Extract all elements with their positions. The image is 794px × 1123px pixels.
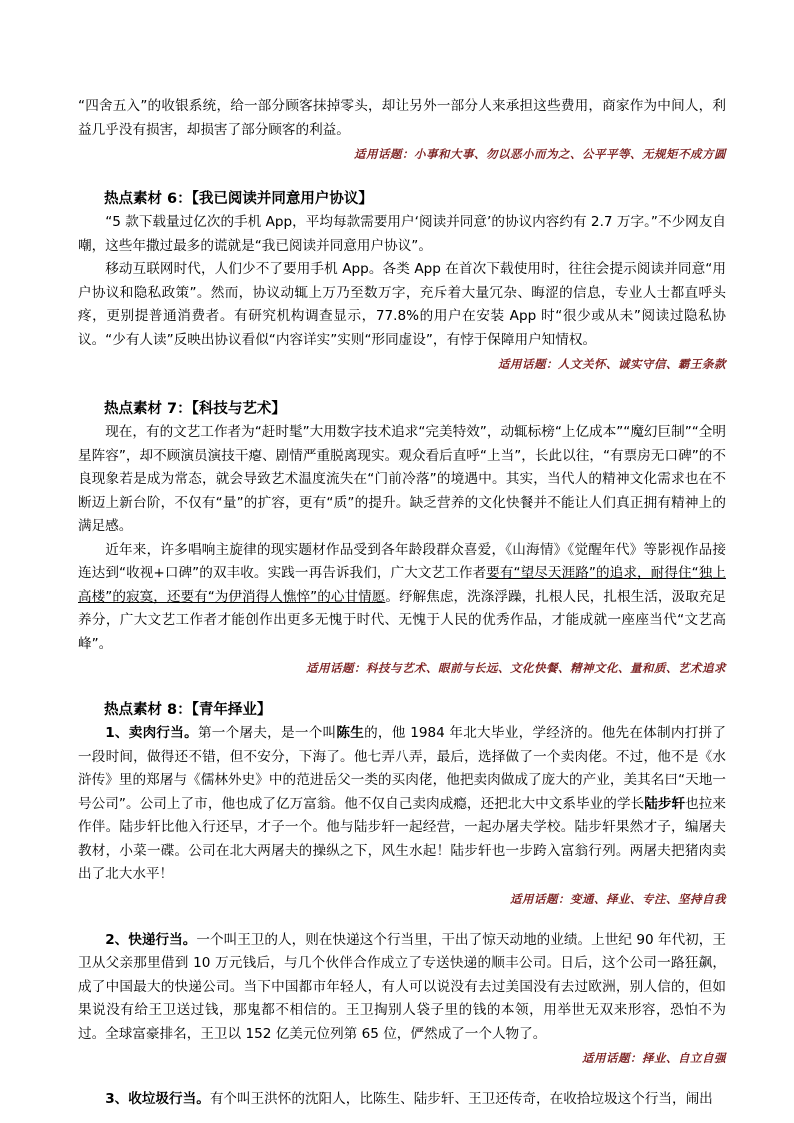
section-6-heading bbox=[78, 187, 726, 211]
section-7-heading-title: 【科技与艺术】 bbox=[191, 401, 286, 417]
item-1-text-b: 的，他 1984 年北大毕业，学经济的。他先在体制内打拼了一段时间，做得还不错，但不安分，下海了。他七弄八弄，最后，选择做了一个卖肉佬。不过，他不是《水浒传》里的郑屠与《儒林外史》中的范进岳父一类的买肉佬，他把卖肉做成了庞大的产业，美其名曰“天地一号公司”。公司上了市，他也成了亿万富翁。他不仅自己卖肉成瘾，还把北大中文系毕业的学长 bbox=[78, 725, 726, 812]
document-page bbox=[78, 95, 726, 1112]
intro-topics: 适用话题：小事和大事、勿以恶小而为之、公平平等、无规矩不成方圆 bbox=[354, 147, 726, 161]
section-8-heading bbox=[78, 698, 726, 722]
intro-paragraph: “四舍五入”的收银系统，给一部分顾客抹掉零头，却让另外一部分人来承担这些费用，商家作为中间人，利益几乎没有损害，却损害了部分顾客的利益。 bbox=[78, 98, 726, 138]
item-1-label: 1、卖肉行当。 bbox=[105, 725, 198, 741]
item-1-text-c: 也拉来作伴。陆步轩比他入行还早，才子一个。他与陆步轩一起经营，一起办屠夫学校。陆步轩果然才子，编屠夫教材，小菜一碟。公司在北大两屠夫的操纵之下，风生水起！陆步轩也一步跨入富翁行列。两屠夫把猪肉卖出了北大水平！ bbox=[78, 795, 727, 882]
section-7-underlined-quote: 要有“望尽天涯路”的追求，耐得住“独上高楼”的寂寞，还要有“为伊消得人憔悴”的心甘情愿 bbox=[78, 565, 726, 605]
section-7-heading bbox=[78, 397, 726, 421]
item-1-text-a: 第一个屠夫，是一个叫 bbox=[197, 725, 337, 741]
section-7-paragraph-2-end: 。纾解焦虑，洗涤浮躁，扎根人民，扎根生活，汲取充足养分，广大文艺工作者才能创作出更多无愧于时代、无愧于人民的优秀作品，才能成就一座座当代“文艺高峰”。 bbox=[78, 588, 726, 652]
section-8-item-1 bbox=[78, 722, 726, 887]
item-2-text: 一个叫王卫的人，则在快递这个行当里，干出了惊天动地的业绩。上世纪 90 年代初，王卫从父亲那里借到 10 万元钱后，与几个伙伴合作成立了专送快递的顺丰公司。日后，这个公司一路狂飙，成了中国最大的快递公司。当下中国都市年轻人，有人可以说没有去过美国没有去过欧洲，别人信的，但如果说没有给王卫送过钱，那鬼都不相信的。王卫掏别人袋子里的钱的本领，用举世无双来形容，恐怕不为过。全球富豪排名，王卫以 152 亿美元位列第 65 位，俨然成了一个人物了。 bbox=[78, 931, 727, 1042]
item-1-name-chen-sheng: 陈生 bbox=[336, 725, 365, 741]
section-6-heading-title: 【我已阅读并同意用户协议】 bbox=[191, 191, 373, 207]
section-7-paragraph-1: 现在，有的文艺工作者为“赶时髦”大用数字技术追求“完美特效”，动辄标榜“上亿成本”“魔幻巨制”“全明星阵容”，却不顾演员演技干瘪、剧情严重脱离现实。观众看后直呼“上当”，长此以往，“有票房无口碑”的不良现象若是成为常态，就会导致艺术温度流失在“门前冷落”的境遇中。其实，当代人的精神文化需求也在不断迈上新台阶，不仅有“量”的扩容，更有“质”的提升。缺乏营养的文化快餐并不能让人们真正拥有精神上的满足感。 bbox=[78, 424, 726, 534]
item-3-label: 3、收垃圾行当。 bbox=[105, 1091, 210, 1107]
section-7-heading-prefix: 热点素材 7： bbox=[104, 401, 192, 417]
section-7-paragraph-2-start: 近年来，许多唱响主旋律的现实题材作品受到各年龄段群众喜爱，《山海情》《觉醒年代》等影视作品接连达到“收视+口碑”的双丰收。实践一再告诉我们，广大文艺工作者 bbox=[78, 541, 726, 581]
section-8-item-3 bbox=[78, 1088, 726, 1112]
item-2-label: 2、快递行当。 bbox=[105, 931, 197, 948]
item-1-topics: 适用话题：变通、择业、专注、坚持自我 bbox=[510, 891, 726, 906]
section-6-topics: 适用话题：人文关怀、诚实守信、霸王条款 bbox=[498, 357, 726, 371]
item-1-name-lu-buxuan: 陆步轩 bbox=[644, 795, 686, 812]
section-6-paragraph-1: “5 款下载量过亿次的手机 App，平均每款需要用户‘阅读并同意’的协议内容约有 2.7 万字。”不少网友自嘲，这些年撒过最多的谎就是“我已阅读并同意用户协议”。 bbox=[78, 214, 726, 254]
section-8-heading-title: 【青年择业】 bbox=[191, 702, 272, 718]
section-7-paragraph-2 bbox=[78, 539, 726, 657]
section-6-heading-prefix: 热点素材 6： bbox=[104, 191, 192, 207]
item-3-text: 有个叫王洪怀的沈阳人，比陈生、陆步轩、王卫还传奇，在收拾垃圾这个行当，闹出 bbox=[209, 1091, 713, 1107]
section-8-item-2 bbox=[78, 929, 726, 1047]
section-7-topics: 适用话题：科技与艺术、眼前与长远、文化快餐、精神文化、量和质、艺术追求 bbox=[306, 661, 726, 675]
section-8-heading-prefix: 热点素材 8： bbox=[104, 702, 192, 718]
item-2-topics: 适用话题：择业、自立自强 bbox=[582, 1051, 726, 1065]
section-6-paragraph-2: 移动互联网时代，人们少不了要用手机 App。各类 App 在首次下载使用时，往往会提示阅读并同意“用户协议和隐私政策”。然而，协议动辄上万乃至数万字，充斥着大量冗杂、晦涩的信息，专业人士都直呼头疼，更别提普通消费者。有研究机构调查显示，77.8%的用户在安装 App 时“很少或从未”阅读过隐私协议。“少有人读”反映出协议看似“内容详实”实则“形同虚设”，有悖于保障用户知情权。 bbox=[78, 261, 726, 348]
